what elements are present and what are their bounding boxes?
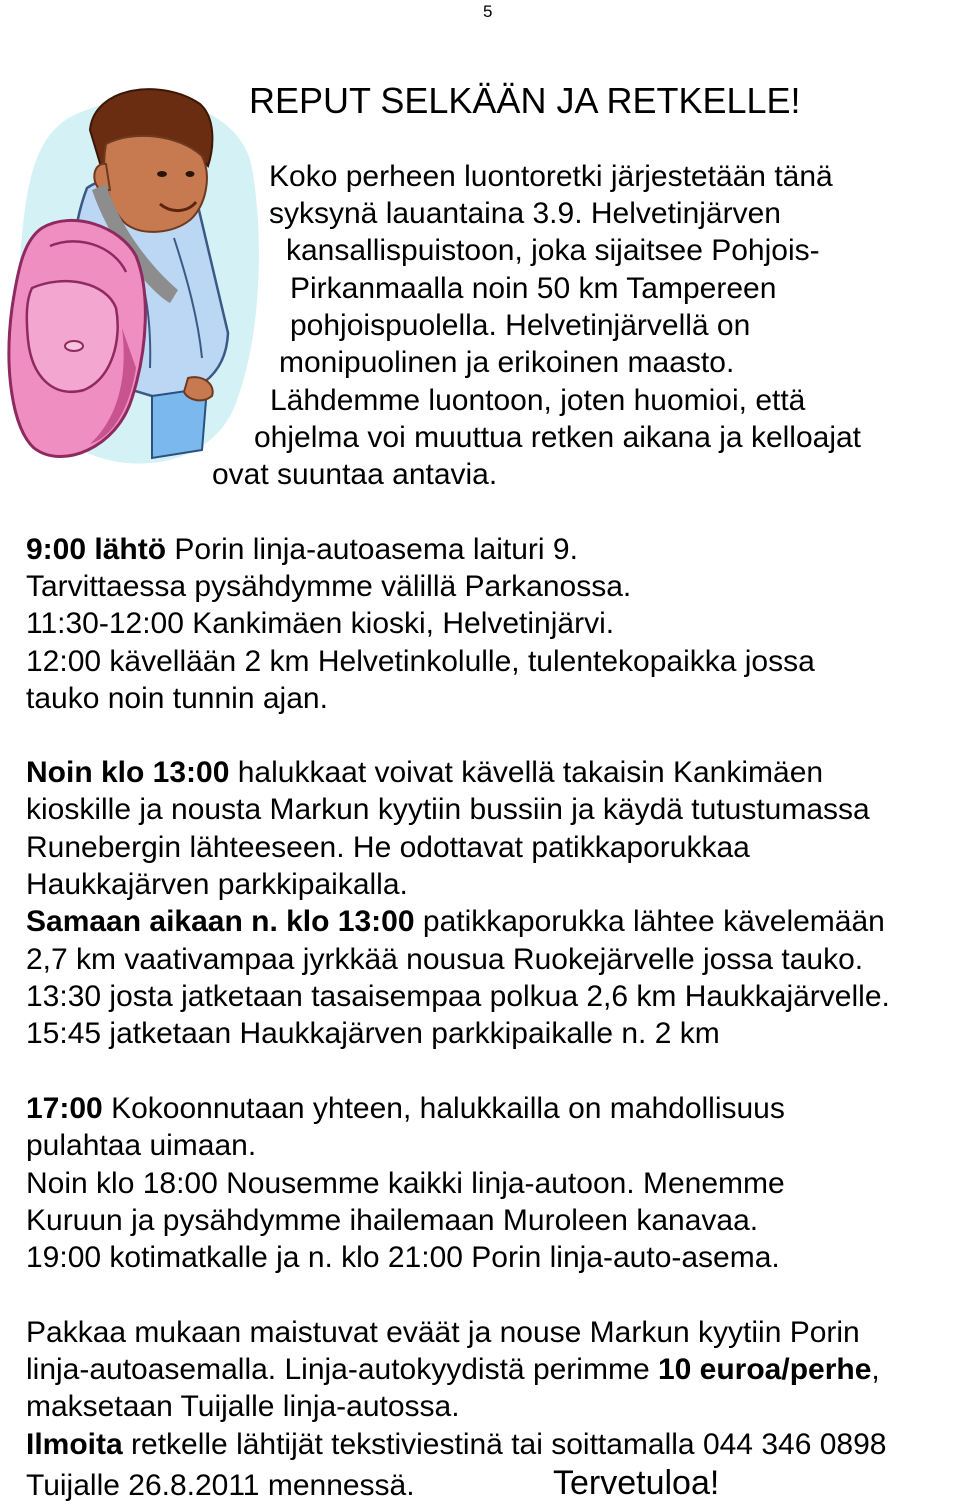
eye-right [186,171,195,177]
schedule-line: 11:30-12:00 Kankimäen kioski, Helvetinjärvi. [26,607,615,640]
evening-time: 17:00 [26,1092,103,1125]
afternoon-line: 13:30 josta jatketaan tasaisempaa polkua 2,6 km Haukkajärvelle. [26,980,890,1013]
afternoon-time: Noin klo 13:00 [26,756,230,789]
evening-line: pulahtaa uimaan. [26,1129,257,1162]
info-line: Tuijalle 26.8.2011 mennessä. [26,1469,415,1502]
afternoon-line: Runebergin lähteeseen. He odottavat patikkaporukkaa [26,831,750,864]
info-line: Pakkaa mukaan maistuvat eväät ja nouse Markun kyytiin Porin [26,1316,860,1349]
afternoon-line: 15:45 jatketaan Haukkajärven parkkipaikalle n. 2 km [26,1017,720,1050]
intro-line: Koko perheen luontoretki järjestetään tänä [269,160,833,193]
eye-left [157,171,167,177]
evening-line: 19:00 kotimatkalle ja n. klo 21:00 Porin linja-auto-asema. [26,1241,780,1274]
info-text: linja-autoasemalla. Linja-autokyydistä perimme [26,1353,658,1386]
intro-line: ovat suuntaa antavia. [212,458,498,491]
schedule-line [26,531,578,568]
info-line [26,1426,886,1463]
info-line [26,1351,880,1388]
afternoon-line [26,903,885,940]
intro-line: Lähdemme luontoon, joten huomioi, että [270,384,806,417]
pocket-zipper-pull [65,341,83,351]
page-number: 5 [483,2,493,21]
intro-line: pohjoispuolella. Helvetinjärvellä on [290,309,751,342]
welcome-text: Tervetuloa! [553,1464,720,1502]
afternoon-line: Haukkajärven parkkipaikalla. [26,868,408,901]
register-label: Ilmoita [26,1428,123,1461]
info-text: retkelle lähtijät tekstiviestinä tai soittamalla 044 346 0898 [122,1428,887,1461]
schedule-line: 12:00 kävellään 2 km Helvetinkolulle, tulentekopaikka jossa [26,645,815,678]
backpack-pocket [27,281,118,392]
schedule-line: Tarvittaessa pysähdymme välillä Parkanossa. [26,570,632,603]
info-text: , [871,1353,880,1386]
schedule-line: tauko noin tunnin ajan. [26,682,328,715]
evening-line: Kuruun ja pysähdymme ihailemaan Muroleen kanavaa. [26,1204,759,1237]
afternoon-time: Samaan aikaan n. klo 13:00 [26,905,415,938]
boy-with-backpack-illustration [2,78,270,478]
info-line: maksetaan Tuijalle linja-autossa. [26,1390,460,1423]
evening-line [26,1090,785,1127]
afternoon-line: kioskille ja nousta Markun kyytiin bussiin ja käydä tutustumassa [26,793,870,826]
evening-text: Kokoonnutaan yhteen, halukkailla on mahdollisuus [102,1092,785,1125]
intro-line: kansallispuistoon, joka sijaitsee Pohjois- [286,234,820,267]
schedule-text: Porin linja-autoasema laituri 9. [166,533,578,566]
intro-line: ohjelma voi muuttua retken aikana ja kelloajat [254,421,862,454]
afternoon-text: patikkaporukka lähtee kävelemään [414,905,885,938]
intro-line: syksynä lauantaina 3.9. Helvetinjärven [269,197,781,230]
intro-line: Pirkanmaalla noin 50 km Tampereen [290,272,777,305]
afternoon-line [26,754,823,791]
intro-line: monipuolinen ja erikoinen maasto. [279,346,735,379]
evening-line: Noin klo 18:00 Nousemme kaikki linja-autoon. Menemme [26,1167,785,1200]
price: 10 euroa/perhe [657,1353,872,1386]
afternoon-text: halukkaat voivat kävellä takaisin Kankimäen [229,756,824,789]
schedule-time: 9:00 lähtö [26,533,167,566]
afternoon-line: 2,7 km vaativampaa jyrkkää nousua Ruokejärvelle jossa tauko. [26,943,864,976]
page-title: REPUT SELKÄÄN JA RETKELLE! [249,80,801,121]
